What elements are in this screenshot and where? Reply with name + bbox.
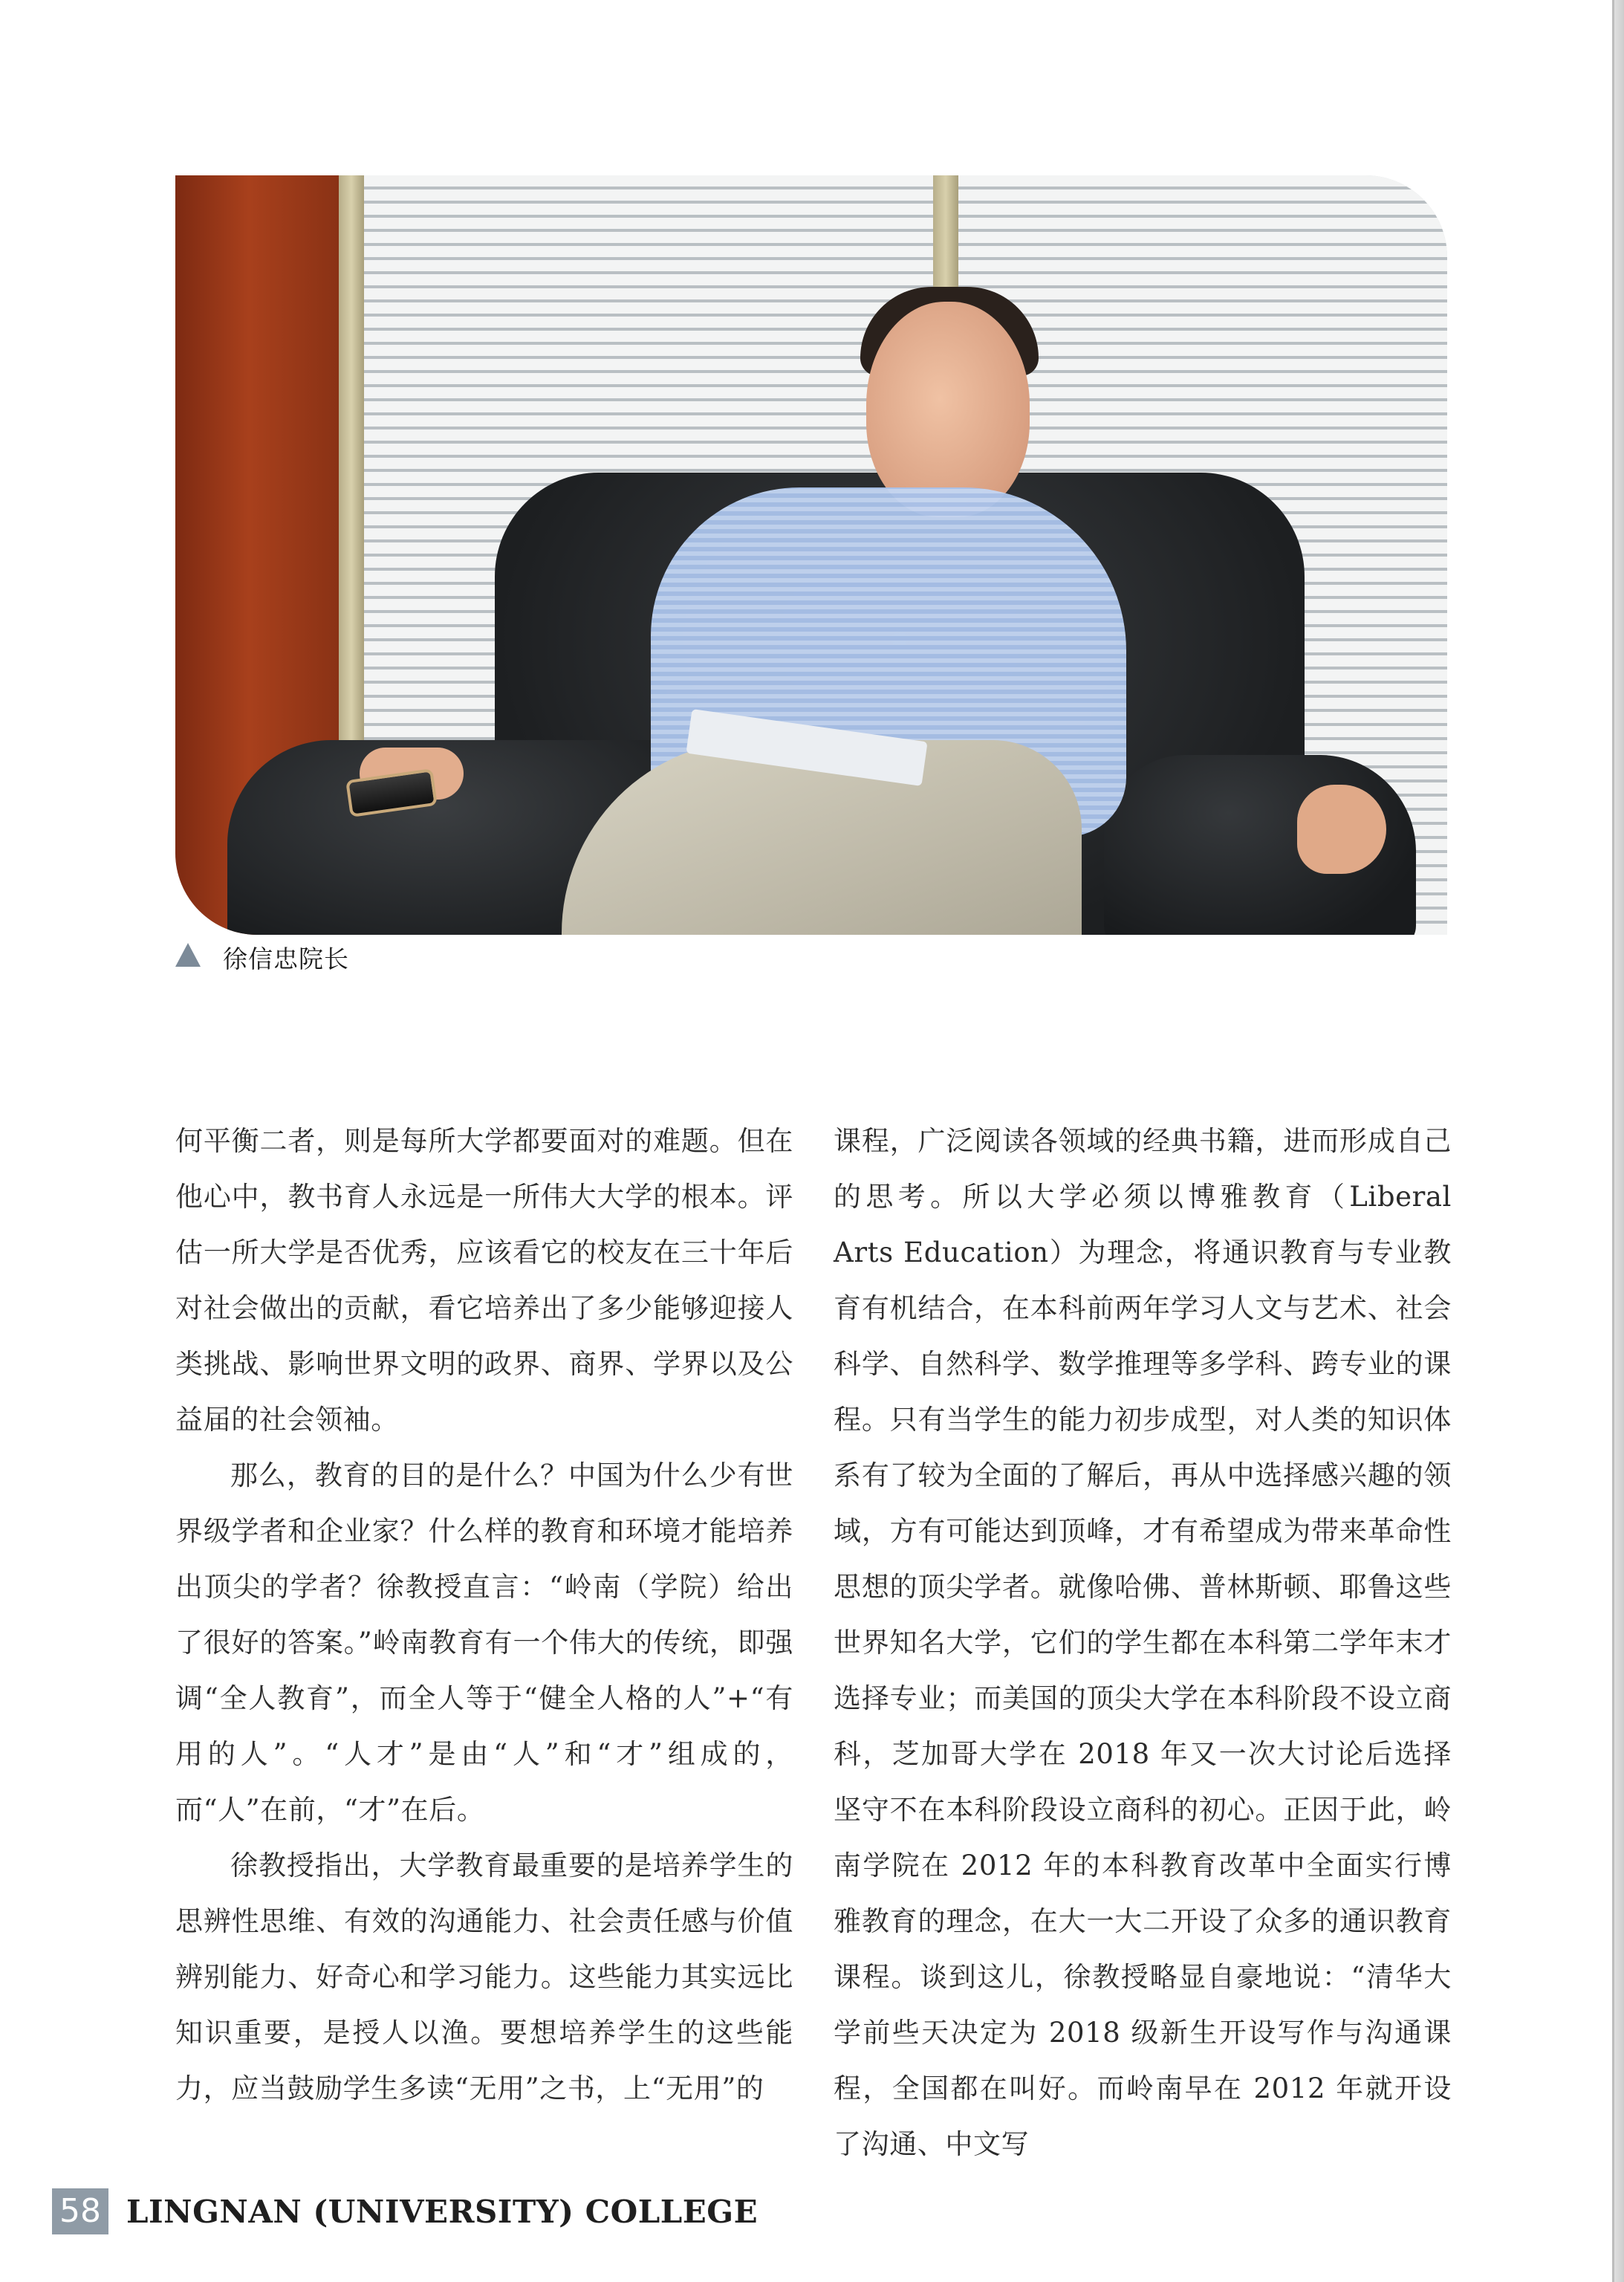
right-text-column [834,1113,1452,2172]
paragraph: 课程，广泛阅读各领域的经典书籍，进而形成自己的思考。所以大学必须以博雅教育（Liberal Arts Education）为理念，将通识教育与专业教育有机结合，在本科前两年学习人文与艺术、社会科学、自然科学、数学推理等多学科、跨专业的课程。只有当学生的能力初步成型，对人类的知识体系有了较为全面的了解后，再从中选择感兴趣的领域，方有可能达到顶峰，才有希望成为带来革命性思想的顶尖学者。就像哈佛、普林斯顿、耶鲁这些世界知名大学，它们的学生都在本科第二学年末才选择专业；而美国的顶尖大学在本科阶段不设立商科，芝加哥大学在 2018 年又一次大讨论后选择坚守不在本科阶段设立商科的初心。正因于此，岭南学院在 2012 年的本科教育改革中全面实行博雅教育的理念，在大一大二开设了众多的通识教育课程。谈到这儿，徐教授略显自豪地说：“清华大学前些天决定为 2018 级新生开设写作与沟通课程，全国都在叫好。而岭南早在 2012 年就开设了沟通、中文写 [834,1125,1452,2160]
paragraph: 那么，教育的目的是什么？中国为什么少有世界级学者和企业家？什么样的教育和环境才能培养出顶尖的学者？徐教授直言：“岭南（学院）给出了很好的答案。”岭南教育有一个伟大的传统，即强调“全人教育”，而全人等于“健全人格的人”+“有用的人”。“人才”是由“人”和“才”组成的，而“人”在前，“才”在后。 [175,1459,793,1826]
paragraph: 何平衡二者，则是每所大学都要面对的难题。但在他心中，教书育人永远是一所伟大大学的根本。评估一所大学是否优秀，应该看它的校友在三十年后对社会做出的贡献，看它培养出了多少能够迎接人类挑战、影响世界文明的政界、商界、学界以及公益届的社会领袖。 [175,1125,793,1436]
page-edge [1612,0,1624,2282]
caption-text: 徐信忠院长 [223,944,349,973]
head [866,302,1030,517]
portrait-photo [175,175,1447,935]
page-number: 58 [52,2188,108,2234]
triangle-icon [175,943,201,967]
page-footer [52,2187,758,2236]
publication-name: LINGNAN (UNIVERSITY) COLLEGE [126,2193,759,2230]
right-hand [1297,785,1386,874]
paragraph: 徐教授指出，大学教育最重要的是培养学生的思辨性思维、有效的沟通能力、社会责任感与价值辨别能力、好奇心和学习能力。这些能力其实远比知识重要，是授人以渔。要想培养学生的这些能力，应当鼓励学生多读“无用”之书，上“无用”的 [175,1850,793,2104]
photo-caption [175,935,349,979]
left-text-column [175,1113,793,2116]
